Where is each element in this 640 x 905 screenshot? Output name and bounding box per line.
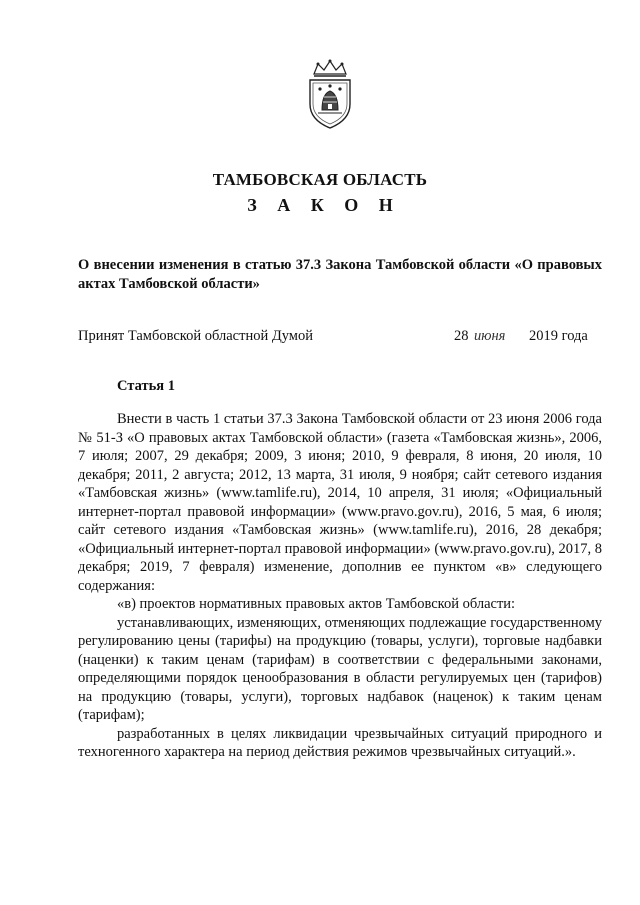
article-body: [78, 410, 602, 762]
law-title: О внесении изменения в статью 37.3 Закона Тамбовской области «О правовых актах Тамбовской области»: [78, 257, 602, 292]
document-type-title: З А К О Н: [247, 195, 401, 215]
adoption-year: 2019 года: [529, 328, 588, 344]
article-title: Статья 1: [117, 378, 175, 394]
article-paragraph: разработанных в целях ликвидации чрезвычайных ситуаций природного и техногенного характера на период действия режимов чрезвычайных ситуаций.».: [78, 725, 602, 760]
adoption-day: 28: [454, 328, 469, 344]
article-paragraph: «в) проектов нормативных правовых актов Тамбовской области:: [117, 596, 516, 612]
article-paragraph: устанавливающих, изменяющих, отменяющих подлежащие государственному регулированию цены (тарифы) на продукцию (товары, услуги), торговые надбавки (наценки) к таким ценам (тарифам) в соответствии с федеральными законами, определяющими порядок ценообразования в области регулируемых цен (тарифов) на продукцию (товары, услуги), торговых надбавок (наценок) к таким ценам (тарифам);: [78, 614, 602, 723]
coat-of-arms-icon: [304, 58, 356, 130]
adoption-month: июня: [474, 328, 506, 344]
article-paragraph: Внести в часть 1 статьи 37.3 Закона Тамбовской области от 23 июня 2006 года № 51-З «О правовых актах Тамбовской области» (газета «Тамбовская жизнь», 2006, 7 июля; 2007, 29 декабря; 2009, 3 июня; 2010, 9 февраля, 8 июня, 20 июля, 10 декабря; 2011, 2 августа; 2012, 13 марта, 31 июля, 9 ноября; сайт сетевого издания «Тамбовская жизнь» (www.tamlife.ru), 2014, 10 апреля, 31 июля; «Официальный интернет-портал правовой информации» (www.pravo.gov.ru), 2016, 5 мая, 6 июля; сайт сетевого издания «Тамбовская жизнь» (www.tamlife.ru), 2016, 28 декабря; «Официальный интернет-портал правовой информации» (www.pravo.gov.ru), 2017, 8 декабря; 2019, 7 февраля) изменение, дополнив ее пунктом «в» следующего содержания:: [78, 411, 602, 594]
adopted-by: Принят Тамбовской областной Думой: [78, 328, 313, 344]
region-title: ТАМБОВСКАЯ ОБЛАСТЬ: [212, 170, 428, 189]
